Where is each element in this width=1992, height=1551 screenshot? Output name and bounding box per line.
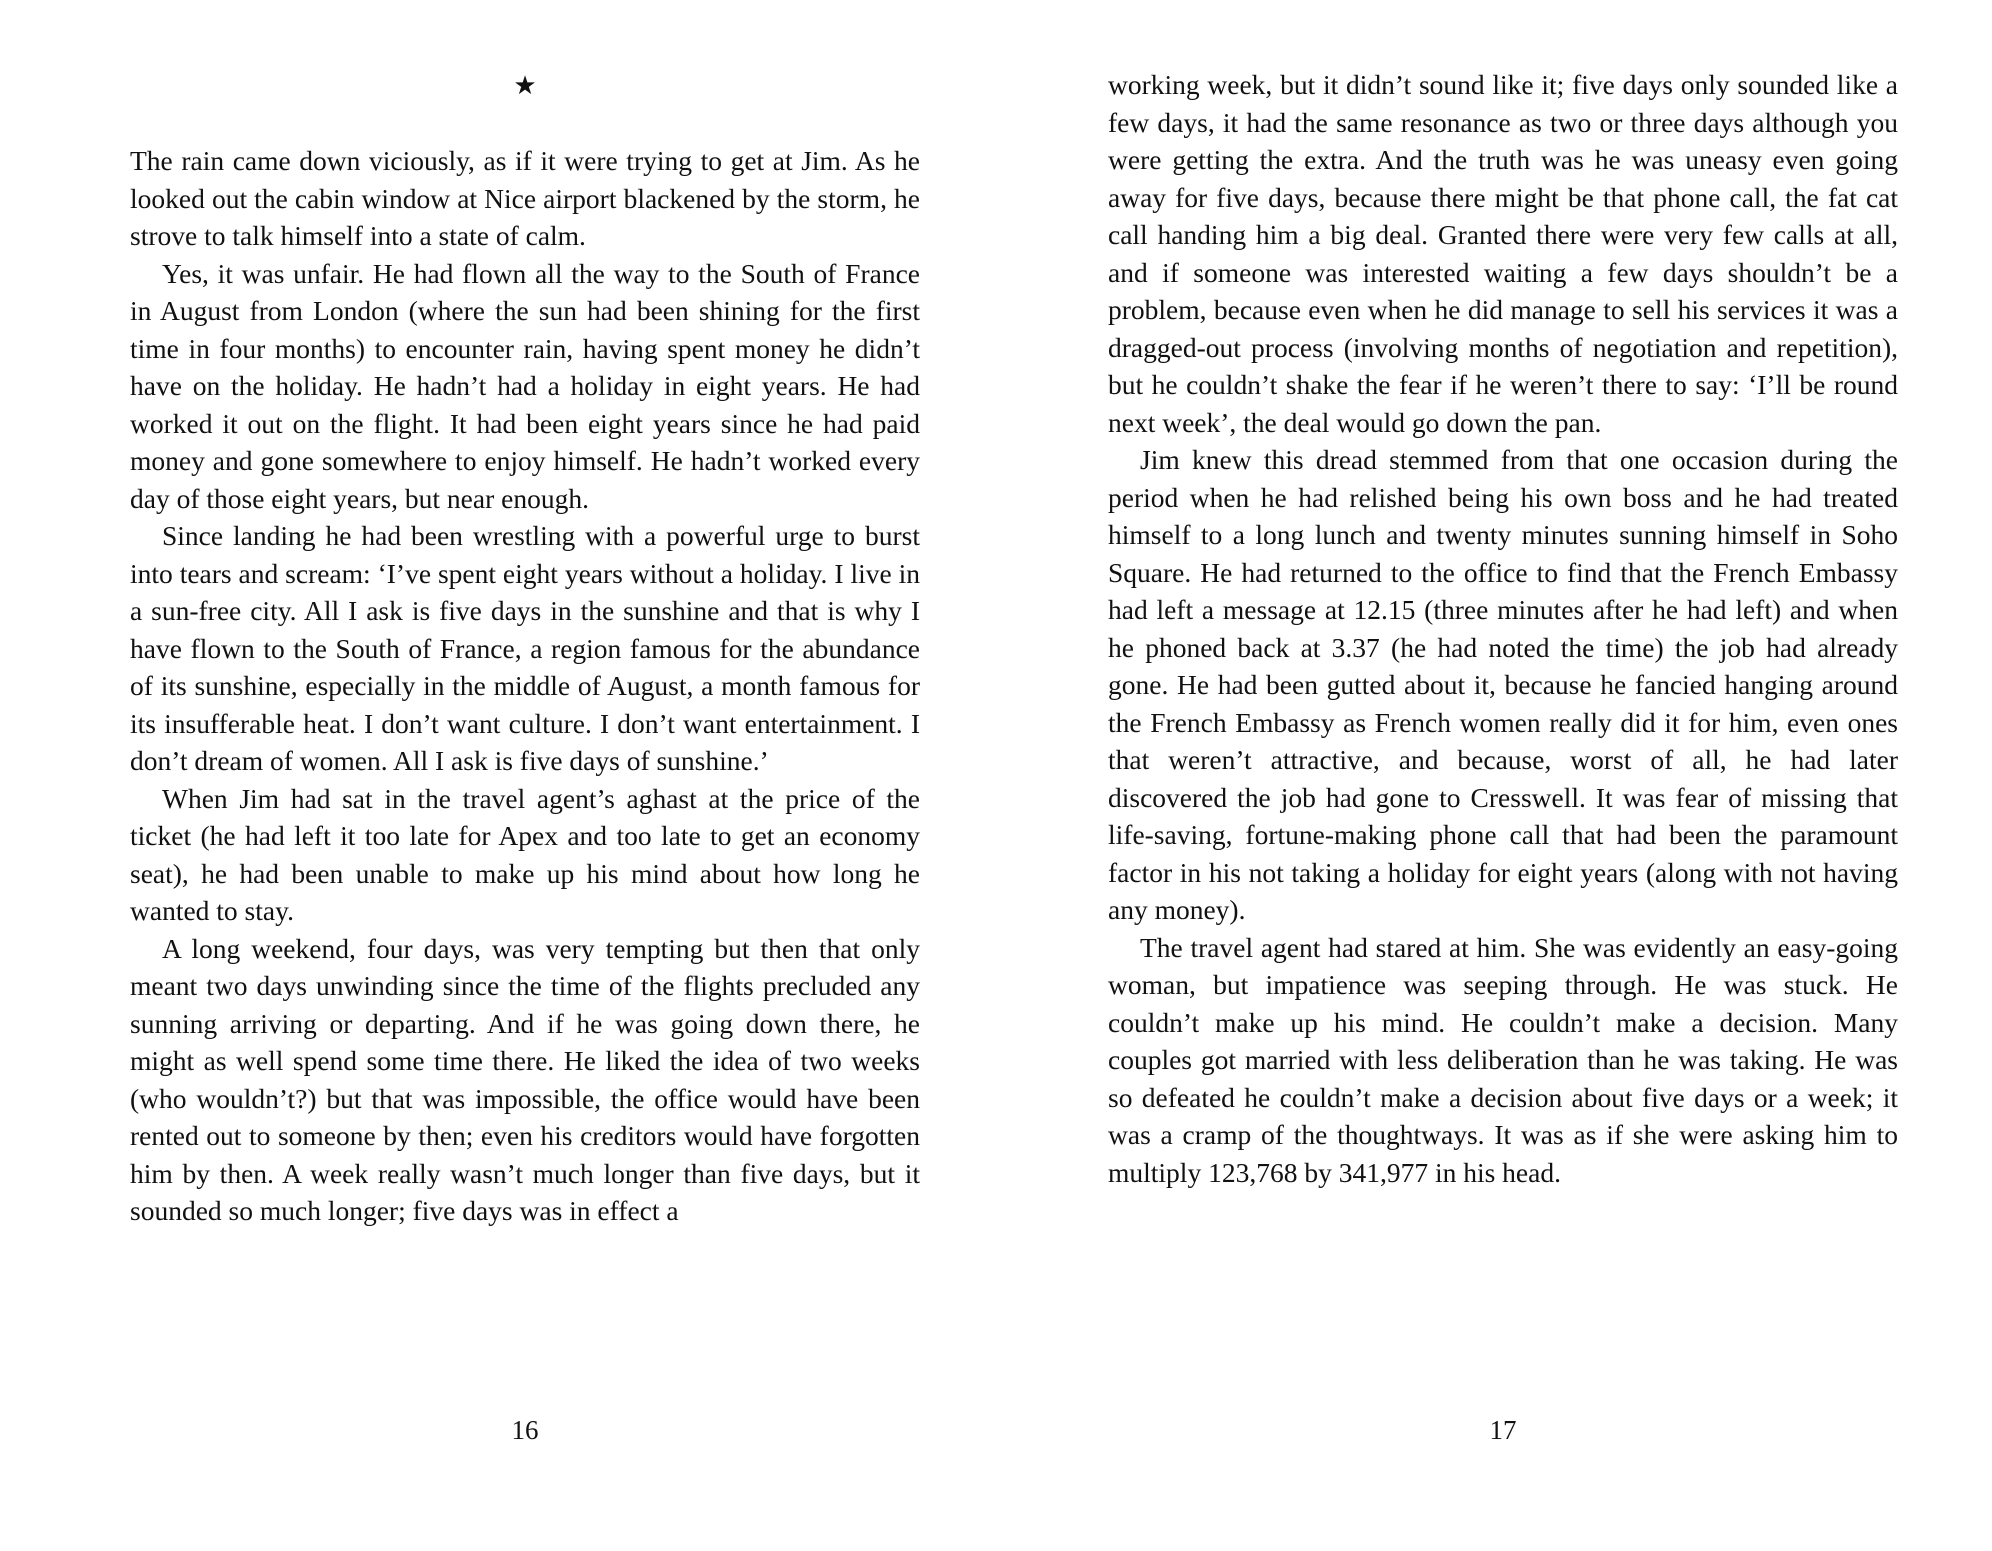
paragraph: Yes, it was unfair. He had flown all the way to the South of France in August from London (where the sun had been shining for the first time in four months) to encounter rain, having spent money he didn’t have on the holiday. He hadn’t had a holiday in eight years. He had worked it out on the flight. It had been eight years since he had paid money and gone somewhere to enjoy himself. He hadn’t worked every day of those eight years, but near enough.	[130, 257, 920, 514]
paragraph: Since landing he had been wrestling with a powerful urge to burst into tears and scream: ‘I’ve spent eight years without a holiday. I live in a sun-free city. All I ask is five days in the sunshine and that is why I have flown to the South of France, a region famous for the abundance of its sunshine, especially in the middle of August, a month famous for its insufferable heat. I don’t want culture. I don’t want entertainment. I don’t dream of women. All I ask is five days of sunshine.’	[130, 520, 920, 776]
left-page	[130, 0, 920, 1551]
paragraph: The travel agent had stared at him. She was evidently an easy-going woman, but impatience was seeping through. He was stuck. He couldn’t make up his mind. He couldn’t make a decision. Many couples got married with less deliberation than he was taking. He was so defeated he couldn’t make a decision about five days or a week; it was a cramp of the thoughtways. It was as if she were asking him to multiply 123,768 by 341,977 in his head.	[1108, 931, 1898, 1188]
paragraph: working week, but it didn’t sound like it; five days only sounded like a few days, it had the same resonance as two or three days although you were getting the extra. And the truth was he was uneasy even going away for five days, because there might be that phone call, the fat cat call handing him a big deal. Granted there were very few calls at all, and if someone was interested waiting a few days shouldn’t be a problem, because even when he did manage to sell his services it was a dragged-out process (involving months of negotiation and repetition), but he couldn’t shake the fear if he weren’t there to say: ‘I’ll be round next week’, the deal would go down the pan.	[1108, 69, 1898, 438]
right-page	[1108, 0, 1898, 1551]
page-number: 17	[1489, 1415, 1517, 1445]
paragraph: When Jim had sat in the travel agent’s aghast at the price of the ticket (he had left it too late for Apex and too late to get an economy seat), he had been unable to make up his mind about how long he wanted to stay.	[130, 782, 920, 926]
page-number: 16	[511, 1415, 539, 1445]
paragraph: Jim knew this dread stemmed from that one occasion during the period when he had relished being his own boss and he had treated himself to a long lunch and twenty minutes sunning himself in Soho Square. He had returned to the office to find that the French Embassy had left a message at 12.15 (three minutes after he had left) and when he phoned back at 3.37 (he had noted the time) the job had already gone. He had been gutted about it, because he fancied hanging around the French Embassy as French women really did it for him, even ones that weren’t attractive, and because, worst of all, he had later discovered the job had gone to Cresswell. It was fear of missing that life-saving, fortune-making phone call that had been the paramount factor in his not taking a holiday for eight years (along with not having any money).	[1108, 444, 1898, 925]
left-page-body	[130, 142, 920, 1230]
paragraph: The rain came down viciously, as if it were trying to get at Jim. As he looked out the cabin window at Nice airport blackened by the storm, he strove to talk himself into a state of calm.	[130, 145, 920, 251]
section-break-star: ★	[513, 71, 537, 100]
right-page-body	[1108, 66, 1898, 1191]
paragraph: A long weekend, four days, was very tempting but then that only meant two days unwinding since the time of the flights precluded any sunning arriving or departing. And if he was going down there, he might as well spend some time there. He liked the idea of two weeks (who wouldn’t?) but that was impossible, the office would have been rented out to someone by then; even his creditors would have forgotten him by then. A week really wasn’t much longer than five days, but it sounded so much longer; five days was in effect a	[130, 932, 920, 1226]
